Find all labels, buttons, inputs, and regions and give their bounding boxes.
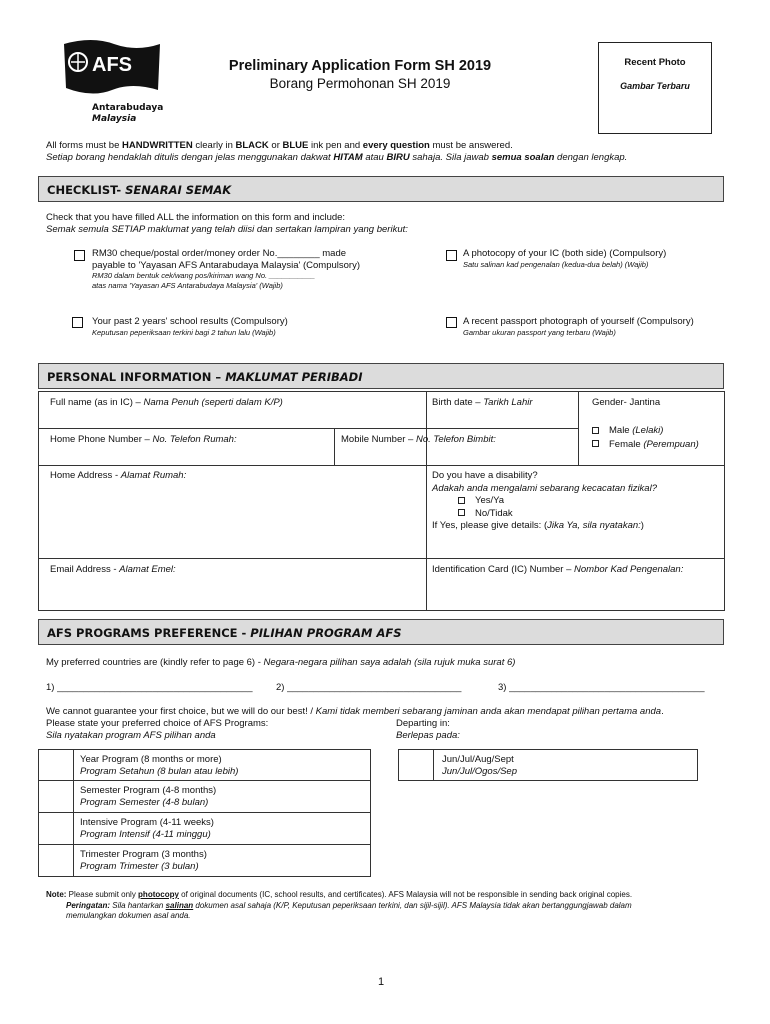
departure-label-en: Jun/Jul/Aug/Sept	[442, 754, 514, 765]
intro-bold: HANDWRITTEN	[122, 140, 193, 151]
note-text-ms: Sila hantarkan	[110, 900, 166, 910]
field-label: Birth date –	[432, 397, 484, 408]
intro-bold-ms: semua soalan	[491, 152, 555, 163]
personal-info-header	[38, 363, 724, 389]
program-row-year[interactable]	[38, 749, 371, 781]
intro-text-ms: Setiap borang hendaklah ditulis dengan jelas menggunakan dakwat	[46, 152, 334, 163]
programs-title-ms: PILIHAN PROGRAM AFS	[250, 626, 402, 640]
field-label-ms: No. Telefon Rumah:	[152, 434, 237, 445]
option-label: Yes/Ya	[475, 495, 505, 506]
countries-prompt-en: My preferred countries are (kindly refer to page 6) -	[46, 657, 264, 668]
item-text: A photocopy of your IC (both side) (Compulsory)	[463, 248, 667, 259]
note-emphasis-ms: salinan	[165, 900, 194, 910]
program-checkbox[interactable]	[39, 781, 74, 812]
item-text: payable to 'Yayasan AFS Antarabudaya Malaysia' (Compulsory)	[92, 259, 361, 271]
intro-bold: every question	[362, 140, 430, 151]
intro-text: ink pen and	[308, 140, 363, 151]
afs-flag-icon	[62, 38, 162, 98]
program-label-ms: Program Setahun (8 bulan atau lebih)	[80, 765, 239, 777]
program-label	[74, 781, 216, 812]
ic-number-field[interactable]	[432, 564, 683, 576]
field-label-ms: Nombor Kad Pengenalan:	[574, 564, 684, 575]
table-border	[578, 391, 579, 465]
yes-checkbox[interactable]	[458, 497, 465, 504]
note	[46, 890, 736, 922]
departure-label-ms: Jun/Jul/Ogos/Sep	[442, 765, 517, 777]
field-label: Email Address -	[50, 564, 120, 575]
birth-date-field[interactable]	[432, 397, 533, 409]
table-border	[38, 391, 39, 611]
instructions	[46, 140, 726, 164]
disability-question-ms: Adakah anda mengalami sebarang kecacatan fizikal?	[432, 482, 657, 494]
note-text-ms: memulangkan dokumen asal anda.	[66, 911, 191, 920]
checklist-lead-en: Check that you have filled ALL the information on this form and include:	[46, 212, 346, 223]
country-choice-3[interactable]: 3) _____________________________________	[498, 682, 705, 693]
intro-text: must be answered.	[429, 140, 513, 151]
checklist-item-payment	[92, 248, 360, 291]
photo-box[interactable]	[598, 42, 712, 134]
table-border	[38, 465, 724, 466]
no-checkbox[interactable]	[458, 509, 465, 516]
departing-en: Departing in:	[396, 718, 450, 729]
form-title	[180, 58, 540, 91]
page-number: 1	[378, 976, 385, 988]
checkbox-passport-photo[interactable]	[446, 317, 457, 328]
checklist-title: CHECKLIST-	[47, 183, 126, 197]
field-label: Home Phone Number –	[50, 434, 153, 445]
checklist-item-school-results	[92, 316, 288, 338]
program-label-en: Year Program (8 months or more)	[80, 754, 222, 765]
programs-title: AFS PROGRAMS PREFERENCE -	[47, 626, 251, 640]
intro-text: or	[268, 140, 283, 151]
table-border	[38, 610, 724, 611]
program-row-semester[interactable]	[38, 781, 371, 813]
title-en: Preliminary Application Form SH 2019	[228, 58, 492, 74]
note-emphasis: photocopy	[138, 890, 179, 899]
intro-bold-ms: BIRU	[386, 152, 410, 163]
checklist-lead	[46, 212, 408, 235]
disability-yes-option[interactable]	[458, 495, 657, 508]
table-border	[334, 428, 335, 465]
guarantee-end: .	[661, 706, 664, 717]
country-choice-2[interactable]: 2) _________________________________	[276, 682, 462, 693]
departing-label	[396, 718, 460, 741]
field-label: Identification Card (IC) Number –	[432, 564, 575, 575]
table-border	[426, 391, 427, 610]
program-label-ms: Program Trimester (3 bulan)	[80, 860, 199, 872]
item-text: Your past 2 years' school results (Compulsory)	[92, 316, 288, 327]
checklist-title-ms: SENARAI SEMAK	[125, 183, 232, 197]
checkbox-ic-copy[interactable]	[446, 250, 457, 261]
logo-text: AFS	[92, 54, 132, 76]
disability-field	[432, 470, 657, 533]
field-label-ms: Tarikh Lahir	[483, 397, 533, 408]
item-text-ms: atas nama 'Yayasan AFS Antarabudaya Malaysia' (Wajib)	[92, 281, 283, 290]
departure-checkbox[interactable]	[399, 750, 434, 780]
checklist-lead-ms: Semak semula SETIAP maklumat yang telah diisi dan sertakan lampiran yang berikut:	[46, 223, 408, 235]
table-border	[38, 428, 578, 429]
title-ms: Borang Permohonan SH 2019	[269, 76, 451, 91]
program-row-trimester[interactable]	[38, 845, 371, 877]
intro-text-ms: sahaja. Sila jawab	[409, 152, 492, 163]
logo-subtitle-1: Antarabudaya	[92, 103, 164, 113]
guarantee-text-ms: Kami tidak memberi sebarang jaminan anda akan mendapat pilihan pertama anda	[315, 706, 662, 717]
checklist-header	[38, 176, 724, 202]
program-label-en: Intensive Program (4-11 weeks)	[80, 817, 214, 828]
email-field[interactable]	[50, 564, 176, 576]
intro-text: All forms must be	[46, 140, 123, 151]
item-text-ms: Keputusan peperiksaan terkini bagi 2 tahun lalu (Wajib)	[92, 327, 276, 337]
intro-bold-ms: HITAM	[333, 152, 363, 163]
checklist-item-passport-photo	[463, 316, 694, 338]
full-name-field[interactable]	[50, 397, 283, 409]
program-row-intensive[interactable]	[38, 813, 371, 845]
item-text-ms: Satu salinan kad pengenalan (kedua-dua belah) (Wajib)	[463, 259, 649, 269]
intro-bold: BLACK	[235, 140, 269, 151]
programs-header	[38, 619, 724, 645]
option-label: No/Tidak	[475, 507, 513, 519]
state-choice-en: Please state your preferred choice of AFS Programs:	[46, 718, 269, 729]
program-label-ms: Program Semester (4-8 bulan)	[80, 796, 209, 808]
personal-title: PERSONAL INFORMATION –	[47, 370, 226, 384]
state-choice-ms: Sila nyatakan program AFS pilihan anda	[46, 729, 216, 741]
gender-male-option[interactable]	[592, 425, 699, 437]
program-label-ms: Program Intensif (4-11 minggu)	[80, 828, 211, 840]
afs-logo	[62, 38, 164, 124]
program-checkbox[interactable]	[39, 813, 74, 844]
programs-instructions	[46, 706, 726, 718]
countries-prompt	[46, 657, 515, 669]
gender-label: Gender- Jantina	[592, 397, 661, 408]
home-address-field[interactable]	[50, 470, 186, 482]
intro-text-ms: atau	[362, 152, 387, 163]
mobile-field[interactable]	[341, 434, 496, 446]
state-choice-label	[46, 718, 268, 741]
checkbox-payment[interactable]	[74, 250, 85, 261]
country-choice-1[interactable]: 1) _____________________________________	[46, 682, 253, 693]
details-label-ms: Jika Ya, sila nyatakan:	[547, 520, 641, 531]
program-checkbox[interactable]	[39, 845, 74, 876]
option-label-ms: (Lelaki)	[632, 425, 664, 436]
field-label-ms: Alamat Emel:	[119, 564, 176, 575]
note-label-ms: Peringatan:	[66, 900, 111, 910]
disability-no-option[interactable]	[458, 508, 657, 521]
item-text-ms: Gambar ukuran passport yang terbaru (Wajib)	[463, 327, 616, 337]
male-checkbox[interactable]	[592, 427, 599, 434]
intro-text-ms: dengan lengkap.	[554, 152, 628, 163]
item-text: RM30 cheque/postal order/money order No.________ made	[92, 248, 347, 259]
personal-title-ms: MAKLUMAT PERIBADI	[225, 370, 363, 384]
option-label-ms: (Perempuan)	[643, 438, 699, 450]
option-label: Female	[609, 438, 644, 450]
program-checkbox[interactable]	[39, 750, 74, 780]
checkbox-school-results[interactable]	[72, 317, 83, 328]
gender-female-option[interactable]	[592, 439, 699, 451]
field-label-ms: Nama Penuh (seperti dalam K/P)	[143, 397, 283, 408]
note-label: Note:	[46, 890, 67, 899]
departing-ms: Berlepas pada:	[396, 729, 460, 741]
logo-subtitle-2: Malaysia	[92, 114, 137, 124]
photo-label-en: Recent Photo	[624, 57, 686, 68]
intro-text: clearly in	[192, 140, 236, 151]
checklist-item-ic-copy	[463, 248, 666, 270]
note-text: of original documents (IC, school results, and certificates). AFS Malaysia will not be responsible in sending back original copies.	[178, 890, 633, 899]
field-label-ms: No. Telefon Bimbit:	[415, 434, 496, 445]
program-label	[74, 845, 207, 876]
note-text-ms: dokumen asal sahaja (K/P, Keputusan peperiksaan terkini, dan sijil-sijil). AFS Malaysia tidak akan bertanggungjawab dalam	[193, 900, 632, 910]
table-border	[724, 391, 725, 611]
disability-question: Do you have a disability?	[432, 470, 538, 481]
departure-label	[434, 750, 517, 780]
field-label: Full name (as in IC) –	[50, 397, 144, 408]
field-label: Home Address -	[50, 470, 121, 481]
item-text-ms: RM30 dalam bentuk cek/wang pos/kiriman wang No. ___________	[92, 271, 316, 280]
countries-prompt-ms: Negara-negara pilihan saya adalah (sila rujuk muka surat 6)	[263, 657, 516, 668]
details-label-end: )	[640, 520, 644, 531]
program-label-en: Trimester Program (3 months)	[80, 849, 207, 860]
departure-option[interactable]	[398, 749, 698, 781]
intro-bold: BLUE	[282, 140, 309, 151]
option-label: Male	[609, 425, 633, 436]
table-border	[38, 558, 724, 559]
program-options-table	[38, 749, 371, 877]
program-label	[74, 750, 238, 780]
table-border	[38, 391, 724, 392]
home-phone-field[interactable]	[50, 434, 237, 446]
gender-options	[592, 425, 699, 450]
photo-label-ms: Gambar Terbaru	[620, 81, 690, 91]
program-label-en: Semester Program (4-8 months)	[80, 785, 217, 796]
field-label-ms: Alamat Rumah:	[120, 470, 187, 481]
guarantee-text: We cannot guarantee your first choice, but we will do our best! /	[46, 706, 316, 717]
field-label: Mobile Number –	[341, 434, 416, 445]
female-checkbox[interactable]	[592, 440, 599, 447]
details-label: If Yes, please give details: (	[432, 520, 548, 531]
program-label	[74, 813, 214, 844]
item-text: A recent passport photograph of yourself (Compulsory)	[463, 316, 694, 327]
note-text: Please submit only	[66, 890, 139, 899]
